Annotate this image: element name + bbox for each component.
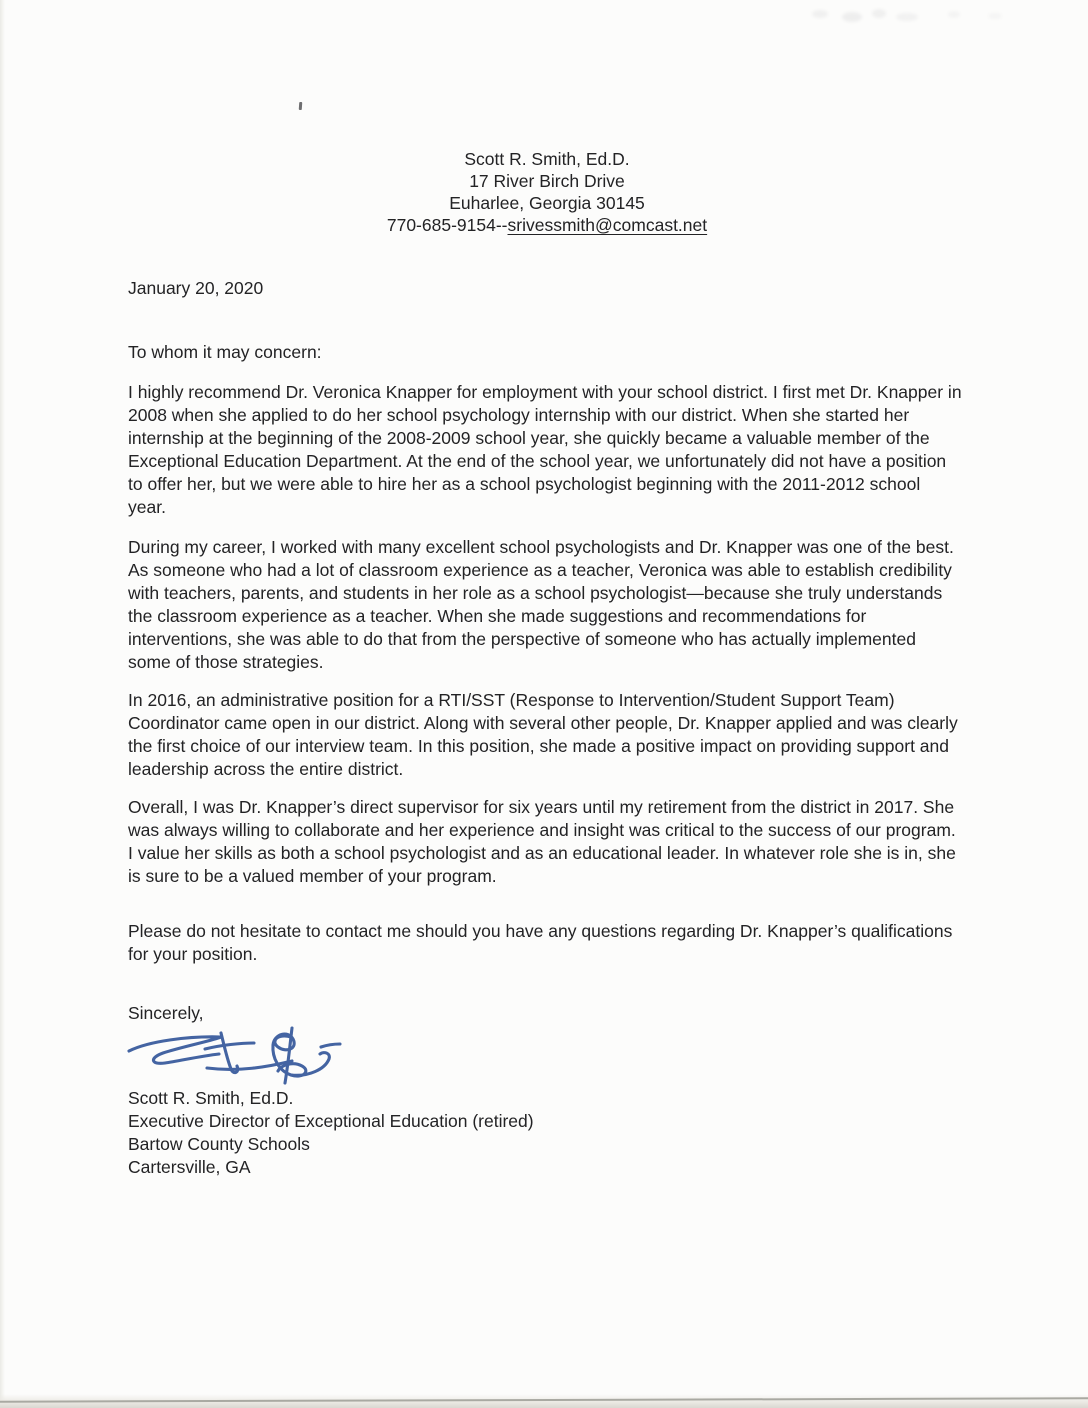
signer-location: Cartersville, GA [128, 1157, 251, 1177]
scan-smudge [842, 12, 862, 22]
letterhead-address-line1: 17 River Birch Drive [469, 171, 625, 191]
body-paragraph-5: Please do not hesitate to contact me should you have any questions regarding Dr. Knapper’s qualifications for your position. [128, 921, 953, 964]
body-paragraph-3: In 2016, an administrative position for a RTI/SST (Response to Intervention/Student Support Team) Coordinator came open in our district. Along with several other people, Dr. Knapper applied and was clearly the first choice of our interview team. In this position, she made a positive impact on providing support and leadership across the entire district. [128, 690, 958, 779]
letterhead-address-line2: Euharlee, Georgia 30145 [449, 193, 645, 213]
letterhead-contact-line [3, 214, 1088, 236]
scan-smudge [872, 9, 886, 18]
valediction: Sincerely, [128, 1003, 204, 1023]
date-line: January 20, 2020 [128, 278, 264, 298]
signer-name: Scott R. Smith, Ed.D. [128, 1088, 294, 1108]
body-paragraph-2: During my career, I worked with many excellent school psychologists and Dr. Knapper was one of the best. As someone who had a lot of classroom experience as a teacher, Veronica was able to establish credibility with teachers, parents, and students in her role as a school psychologist—because she truly understands the classroom experience as a teacher. When she made suggestions and recommendations for interventions, she was able to do that from the perspective of someone who has actually implemented some of those strategies. [128, 537, 954, 672]
letterhead-email: srivessmith@comcast.net [507, 215, 708, 235]
signer-title: Executive Director of Exceptional Education (retired) [128, 1111, 534, 1131]
letterhead [3, 148, 1088, 236]
scan-smudge [896, 13, 918, 21]
salutation: To whom it may concern: [128, 342, 322, 362]
letterhead-phone: 770-685-9154-- [386, 215, 508, 235]
letterhead-name: Scott R. Smith, Ed.D. [464, 149, 630, 169]
body-paragraph-1: I highly recommend Dr. Veronica Knapper for employment with your school district. I first met Dr. Knapper in 2008 when she applied to do her school psychology internship with our district. When she started her internship at the beginning of the 2008-2009 school year, she quickly became a valuable member of the Exceptional Education Department. At the end of the school year, we unfortunately did not have a position to offer her, but we were able to hire her as a school psychologist beginning with the 2011-2012 school year. [128, 382, 962, 517]
scan-smudge [988, 13, 1002, 19]
handwritten-signature [121, 1024, 345, 1088]
signer-organization: Bartow County Schools [128, 1134, 310, 1154]
scan-smudge [812, 10, 828, 18]
signature-block [128, 1087, 534, 1179]
body-paragraph-4: Overall, I was Dr. Knapper’s direct supervisor for six years until my retirement from the district in 2017. She was always willing to collaborate and her experience and insight was critical to the success of our program. I value her skills as both a school psychologist and as an educational leader. In whatever role she is in, she is sure to be a valued member of your program. [128, 797, 956, 886]
stray-ink-mark [299, 102, 303, 110]
scan-smudge [948, 11, 960, 18]
